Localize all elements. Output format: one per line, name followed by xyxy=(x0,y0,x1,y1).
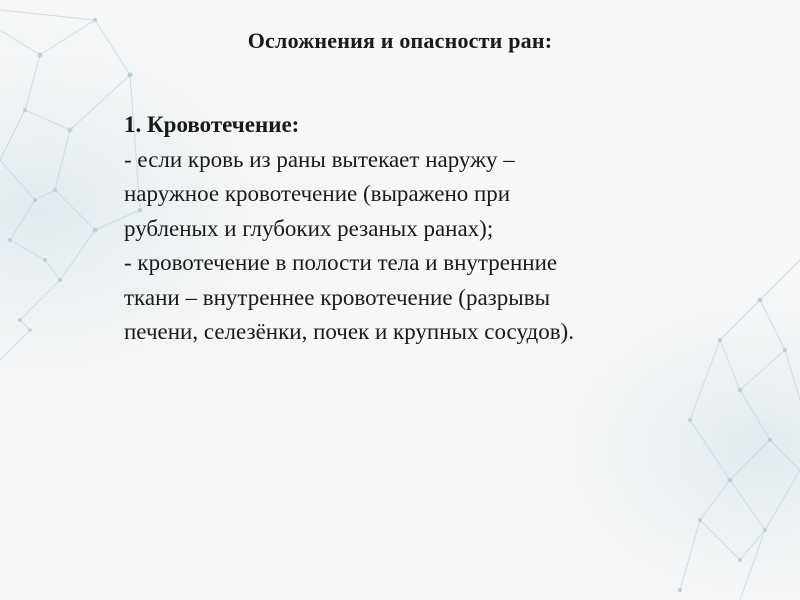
text-line: - если кровь из раны вытекает наружу – xyxy=(124,146,515,172)
text-line: печени, селезёнки, почек и крупных сосудов). xyxy=(124,319,574,344)
text-line: наружное кровотечение (выражено при xyxy=(124,181,511,206)
slide-title: Осложнения и опасности ран: xyxy=(247,28,553,53)
text-line: ткани – внутреннее кровотечение (разрывы xyxy=(124,284,551,310)
text-line: - кровотечение в полости тела и внутренние xyxy=(124,250,558,275)
section-heading: 1. Кровотечение: xyxy=(124,112,300,137)
text-line: рубленых и глубоких резаных ранах); xyxy=(124,215,494,241)
slide-content xyxy=(124,108,744,350)
